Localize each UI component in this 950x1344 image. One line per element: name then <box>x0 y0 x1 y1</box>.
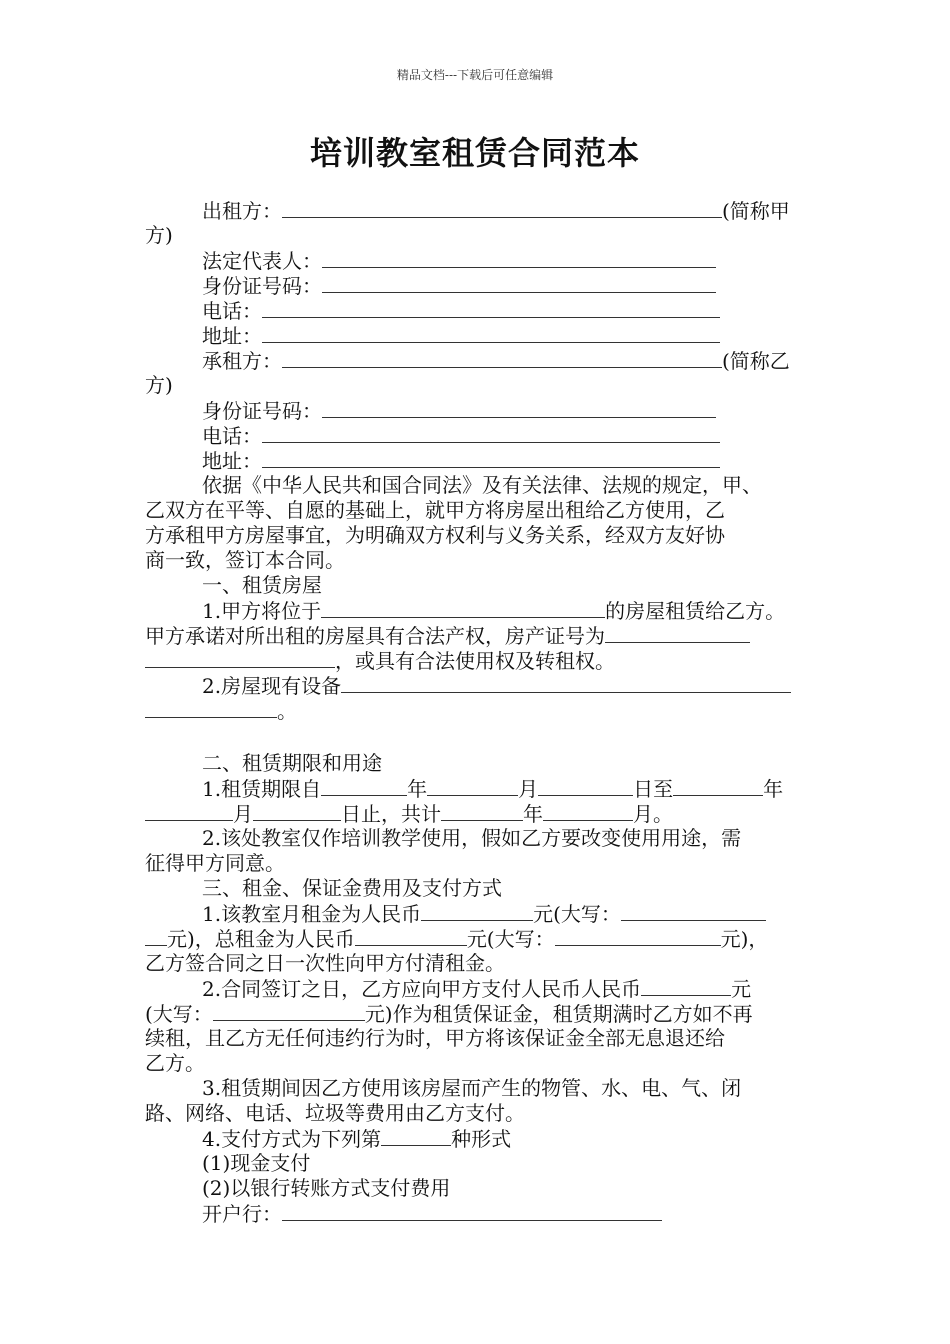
label: 地址： <box>202 449 262 473</box>
text: (简称甲 <box>722 199 790 223</box>
blank-line <box>555 926 721 946</box>
blank-line <box>427 776 518 796</box>
text: (简称乙 <box>722 349 790 373</box>
phone-line <box>145 298 810 323</box>
text-line <box>145 1126 810 1151</box>
blank-line <box>441 801 523 821</box>
text: 年 <box>407 777 428 801</box>
text-line <box>145 673 810 698</box>
text-line <box>145 926 810 951</box>
label: 承租方： <box>202 349 282 373</box>
blank-line <box>322 248 716 268</box>
text-line <box>145 1001 810 1026</box>
id-number-line <box>145 273 810 298</box>
blank-line <box>381 1126 451 1146</box>
blank-line <box>282 348 722 368</box>
text: 。 <box>277 699 297 723</box>
text: 的房屋租赁给乙方。 <box>605 599 786 623</box>
blank-line <box>282 1201 662 1221</box>
text: 月 <box>518 777 539 801</box>
blank-line <box>322 398 716 418</box>
address-line <box>145 323 810 348</box>
text-line <box>145 648 810 673</box>
label: 身份证号码： <box>202 399 322 423</box>
section-heading: 三、租金、保证金费用及支付方式 <box>202 876 502 900</box>
text: 1.租赁期限自 <box>202 777 322 801</box>
lessor-line <box>145 198 810 223</box>
blank-line <box>321 598 605 618</box>
text-line: 征得甲方同意。 <box>145 851 285 875</box>
phone-line <box>145 423 810 448</box>
blank-line <box>543 801 633 821</box>
blank-line <box>262 298 720 318</box>
text: 元)作为租赁保证金，租赁期满时乙方如不再 <box>364 1002 753 1026</box>
text: 年 <box>763 777 784 801</box>
blank-line <box>673 776 763 796</box>
label: 地址： <box>202 324 262 348</box>
text-line: 依据《中华人民共和国合同法》及有关法律、法规的规定，甲、 <box>202 473 762 497</box>
blank-line <box>621 901 766 921</box>
text-line: 商一致，签订本合同。 <box>145 548 345 572</box>
text: 日至 <box>633 777 674 801</box>
text: 元(大写： <box>533 902 621 926</box>
page-header: 精品文档---下载后可任意编辑 <box>396 68 554 82</box>
blank-line <box>321 776 407 796</box>
spacer <box>145 723 810 751</box>
blank-line <box>262 448 720 468</box>
blank-line <box>421 901 533 921</box>
section-heading: 一、租赁房屋 <box>202 573 322 597</box>
text: ，或具有合法使用权及转租权。 <box>335 649 615 673</box>
text-line <box>145 901 810 926</box>
blank-line <box>145 648 335 668</box>
text: 甲方承诺对所出租的房屋具有合法产权，房产证号为 <box>145 624 605 648</box>
blank-line <box>262 423 720 443</box>
text-line <box>145 598 810 623</box>
blank-line <box>253 801 341 821</box>
text-line: 3.租赁期间因乙方使用该房屋而产生的物管、水、电、气、闭 <box>202 1076 742 1100</box>
blank-line <box>538 776 633 796</box>
text-line: 续租，且乙方无任何违约行为时，甲方将该保证金全部无息退还给 <box>145 1026 725 1050</box>
blank-line <box>213 1001 365 1021</box>
blank-line <box>282 198 722 218</box>
text: 月。 <box>633 802 673 826</box>
text-line: 路、网络、电话、垃圾等费用由乙方支付。 <box>145 1101 525 1125</box>
blank-line <box>145 926 167 946</box>
blank-line <box>341 673 791 693</box>
section-heading: 二、租赁期限和用途 <box>202 751 382 775</box>
text-line <box>145 976 810 1001</box>
text: 2.房屋现有设备 <box>202 674 342 698</box>
text-line: 方) <box>145 223 173 247</box>
blank-line <box>605 623 750 643</box>
text: 种形式 <box>451 1127 512 1151</box>
label: 开户行： <box>202 1202 282 1226</box>
blank-line <box>145 801 233 821</box>
lessee-line <box>145 348 810 373</box>
blank-line <box>262 323 720 343</box>
legal-rep-line <box>145 248 810 273</box>
label: 电话： <box>202 424 262 448</box>
text: 2.合同签订之日，乙方应向甲方支付人民币人民币 <box>202 977 642 1001</box>
blank-line <box>355 926 467 946</box>
text-line <box>145 776 810 801</box>
text-line: 乙双方在平等、自愿的基础上，就甲方将房屋出租给乙方使用，乙 <box>145 498 725 522</box>
id-number-line <box>145 398 810 423</box>
text: 1.甲方将位于 <box>202 599 322 623</box>
label: 身份证号码： <box>202 274 322 298</box>
text: 元)，总租金为人民币 <box>167 927 355 951</box>
label: 出租方： <box>202 199 282 223</box>
text-line <box>145 623 810 648</box>
blank-line <box>322 273 716 293</box>
text-line: (2)以银行转账方式支付费用 <box>202 1176 451 1200</box>
contract-body <box>145 198 810 1226</box>
label: 电话： <box>202 299 262 323</box>
text-line: 方) <box>145 373 173 397</box>
text: 元)， <box>720 927 769 951</box>
text: 年 <box>523 802 543 826</box>
text: 元 <box>731 977 752 1001</box>
text-line <box>145 801 810 826</box>
text: (大写： <box>145 1002 213 1026</box>
text: 1.该教室月租金为人民币 <box>202 902 422 926</box>
blank-line <box>145 698 277 718</box>
text-line: 2.该处教室仅作培训教学使用，假如乙方要改变使用用途，需 <box>202 826 742 850</box>
blank-line <box>641 976 731 996</box>
text: 月 <box>233 802 253 826</box>
address-line <box>145 448 810 473</box>
label: 法定代表人： <box>202 249 322 273</box>
text: 4.支付方式为下列第 <box>202 1127 382 1151</box>
text-line: 方承租甲方房屋事宜，为明确双方权利与义务关系，经双方友好协 <box>145 523 725 547</box>
text-line: (1)现金支付 <box>202 1151 311 1175</box>
text-line: 乙方签合同之日一次性向甲方付清租金。 <box>145 951 505 975</box>
bank-line <box>145 1201 810 1226</box>
text-line: 乙方。 <box>145 1051 205 1075</box>
text: 元(大写： <box>466 927 555 951</box>
document-title: 培训教室租赁合同范本 <box>309 134 640 172</box>
text: 日止，共计 <box>341 802 441 826</box>
text-line <box>145 698 810 723</box>
